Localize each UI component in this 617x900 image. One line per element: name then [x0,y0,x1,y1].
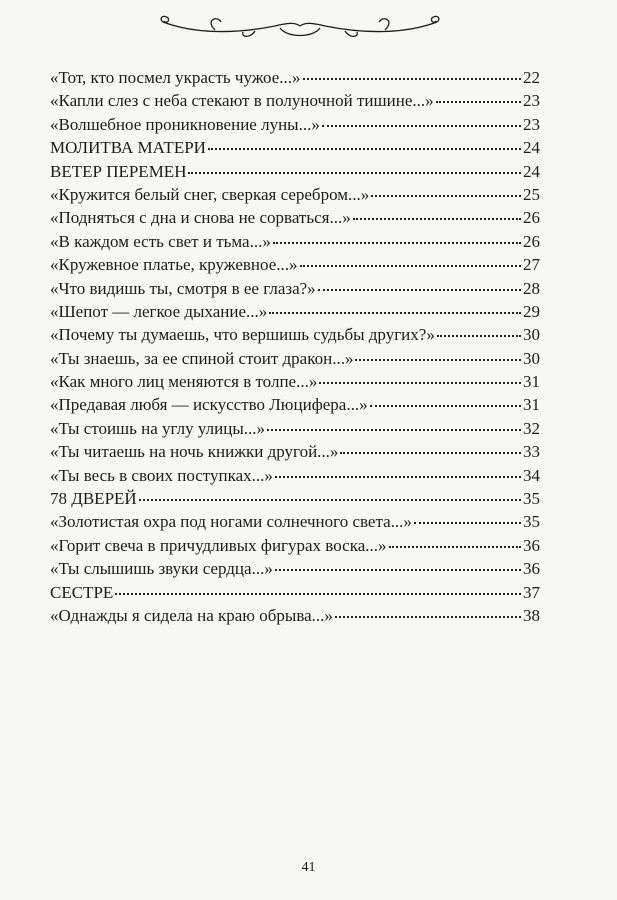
dot-leader [414,522,521,524]
dot-leader [340,452,521,454]
toc-entry [50,300,540,323]
toc-entry-page: 29 [523,301,540,321]
toc-entry [50,510,540,533]
toc-entry-title: «Предавая любя — искусство Люцифера...» [50,395,368,415]
toc-entry [50,323,540,346]
toc-entry-title: МОЛИТВА МАТЕРИ [50,138,206,158]
toc-entry-title: «Ты стоишь на углу улицы...» [50,418,265,438]
toc-entry-page: 30 [523,348,540,368]
toc-entry-title: «Тот, кто посмел украсть чужое...» [50,68,301,87]
toc-entry-page: 35 [523,512,540,532]
dot-leader [188,172,521,174]
toc-entry-page: 25 [523,184,540,204]
dot-leader [318,289,521,291]
table-of-contents [50,66,540,627]
toc-entry [50,253,540,276]
toc-entry-page: 37 [523,582,540,602]
dot-leader [389,546,522,548]
toc-entry-page: 26 [523,231,540,251]
toc-entry [50,440,540,463]
toc-entry-title: «Подняться с дна и снова не сорваться...» [50,208,351,228]
dot-leader [303,78,521,80]
toc-entry-title: «В каждом есть свет и тьма...» [50,231,271,251]
toc-entry [50,66,540,89]
toc-entry [50,113,540,136]
toc-entry-page: 34 [523,465,540,485]
toc-entry [50,370,540,393]
toc-entry-page: 35 [523,489,540,509]
toc-entry [50,136,540,159]
dot-leader [267,429,521,431]
toc-entry-title: СЕСТРЕ [50,582,114,602]
toc-entry-title: ВЕТЕР ПЕРЕМЕН [50,161,187,181]
toc-entry [50,534,540,557]
toc-entry-title: «Ты читаешь на ночь книжки другой...» [50,442,339,462]
dot-leader [437,335,521,337]
dot-leader [139,499,521,501]
toc-entry-page: 24 [523,161,540,181]
toc-entry-page: 31 [523,395,540,415]
toc-entry-title: «Как много лиц меняются в толпе...» [50,372,318,392]
toc-entry [50,347,540,370]
toc-entry [50,581,540,604]
toc-entry [50,206,540,229]
dot-leader [370,405,521,407]
dot-leader [275,476,521,478]
toc-entry [50,393,540,416]
toc-entry-page: 31 [523,372,540,392]
dot-leader [322,125,521,127]
dot-leader [269,312,521,314]
toc-entry-title: «Почему ты думаешь, что вершишь судьбы других?» [50,325,435,345]
toc-entry-page: 23 [523,114,540,134]
dot-leader [353,218,521,220]
toc-entry-title: «Однажды я сидела на краю обрыва...» [50,605,333,625]
toc-entry [50,417,540,440]
toc-entry-page: 22 [523,68,540,87]
toc-entry-title: «Золотистая охра под ногами солнечного света...» [50,512,412,532]
toc-entry [50,277,540,300]
dot-leader [273,242,521,244]
toc-entry-title: «Волшебное проникновение луны...» [50,114,320,134]
toc-entry [50,230,540,253]
toc-entry-page: 36 [523,535,540,555]
toc-entry-title: 78 ДВЕРЕЙ [50,489,137,509]
toc-entry [50,160,540,183]
toc-entry [50,183,540,206]
toc-entry [50,89,540,112]
toc-entry-page: 32 [523,418,540,438]
toc-entry-title: «Ты знаешь, за ее спиной стоит дракон...» [50,348,354,368]
dot-leader [319,382,521,384]
toc-entry [50,604,540,627]
toc-entry [50,487,540,510]
toc-entry-title: «Что видишь ты, смотря в ее глаза?» [50,278,316,298]
toc-entry-page: 23 [523,91,540,111]
toc-entry-title: «Ты слышишь звуки сердца...» [50,559,273,579]
dot-leader [208,148,521,150]
toc-entry [50,464,540,487]
flourish-ornament-icon [155,10,445,44]
dot-leader [436,101,521,103]
dot-leader [300,265,521,267]
toc-entry-title: «Кружевное платье, кружевное...» [50,255,298,275]
toc-entry [50,557,540,580]
page-number: 41 [301,860,316,875]
toc-entry-page: 38 [523,605,540,625]
toc-entry-title: «Капли слез с неба стекают в полуночной тишине...» [50,91,434,111]
toc-entry-page: 24 [523,138,540,158]
toc-entry-title: «Горит свеча в причудливых фигурах воска...» [50,535,387,555]
dot-leader [355,359,521,361]
dot-leader [275,569,521,571]
toc-entry-title: «Кружится белый снег, сверкая серебром...» [50,184,370,204]
dot-leader [335,616,521,618]
dot-leader [115,593,521,595]
toc-entry-title: «Ты весь в своих поступках...» [50,465,273,485]
dot-leader [371,195,521,197]
toc-entry-page: 36 [523,559,540,579]
toc-entry-page: 33 [523,442,540,462]
toc-entry-page: 27 [523,255,540,275]
toc-entry-page: 30 [523,325,540,345]
toc-entry-page: 26 [523,208,540,228]
toc-entry-page: 28 [523,278,540,298]
toc-entry-title: «Шепот — легкое дыхание...» [50,301,268,321]
